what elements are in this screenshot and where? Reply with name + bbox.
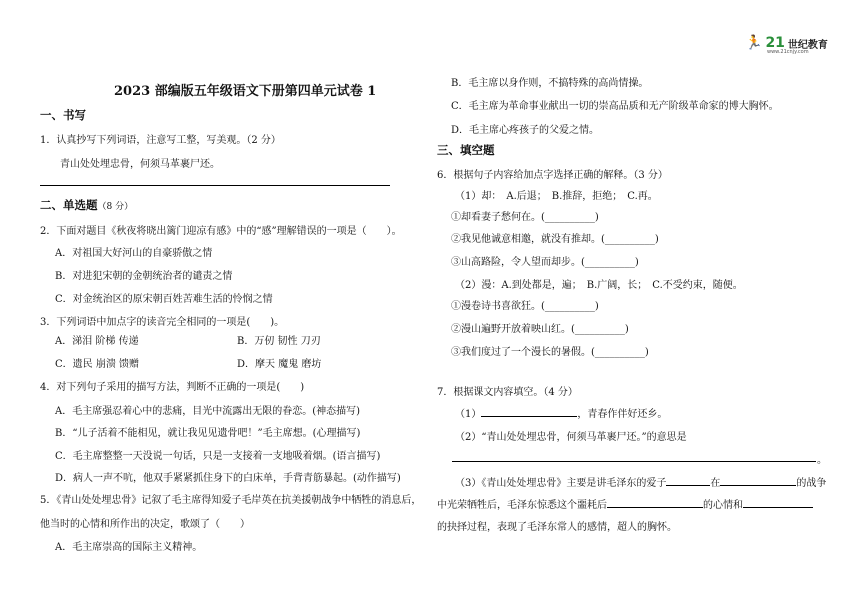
question-4: 4．对下列句子采用的描写方法，判断不正确的一项是( ) (40, 382, 305, 393)
q3-option-a: A．涕泪 阶梯 传递 (55, 336, 139, 347)
q7-item-1 (455, 405, 667, 420)
logo-text: 世纪教育 (787, 39, 828, 51)
q7-2-answer-line (452, 461, 816, 462)
q5-option-c: C．毛主席为革命事业献出一切的崇高品质和无产阶级革命家的博大胸怀。 (451, 101, 779, 112)
q7-3-blank-4[interactable] (743, 497, 813, 508)
q7-3-text-a: （3）《青山处处埋忠骨》主要是讲毛泽东的爱子 (455, 478, 667, 489)
logo (745, 35, 828, 55)
section-fill-blank: 三、填空题 (437, 143, 495, 157)
q6-2-item-2: ②漫山遍野开放着映山红。(__________) (451, 324, 629, 335)
q7-3-text-c: 的战争 (796, 478, 827, 489)
q7-item-2: （2）“青山处处埋忠骨，何须马革裹尸还。”的意思是 (455, 432, 687, 443)
q2-option-c: C．对金统治区的原宋朝百姓苦难生活的怜悯之情 (55, 294, 273, 305)
question-3: 3．下列词语中加点字的读音完全相同的一项是( )。 (40, 317, 285, 328)
q7-item-3-line-2 (437, 496, 813, 511)
section-writing: 一、书写 (40, 108, 86, 122)
q7-2-period: 。 (817, 455, 827, 466)
q6-2-item-1: ①漫卷诗书喜欲狂。(__________) (451, 301, 599, 312)
q7-3-text-d: 中光荣牺牲后，毛泽东惊悉这个噩耗后 (437, 500, 607, 511)
q4-option-b: B．“儿子活着不能相见，就让我见见遗骨吧！”毛主席想。(心理描写) (55, 428, 361, 439)
runner-logo-icon: 🏃 (745, 35, 763, 51)
question-7: 7．根据课文内容填空。（4 分） (437, 387, 578, 398)
q5-option-a: A．毛主席崇高的国际主义精神。 (55, 542, 203, 553)
logo-url: www.21cnjy.com (767, 49, 809, 55)
q7-1-suffix: ，青春作伴好还乡。 (577, 409, 668, 420)
q4-option-c: C．毛主席整整一天没说一句话，只是一支接着一支地吸着烟。(语言描写) (55, 451, 381, 462)
q5-option-b: B．毛主席以身作则，不搞特殊的高尚情操。 (451, 78, 649, 89)
q7-1-blank[interactable] (481, 406, 577, 417)
page-title: 2023 部编版五年级语文下册第四单元试卷 1 (114, 84, 377, 99)
q7-item-3-line-1 (455, 474, 826, 489)
question-5-line-1: 5．《青山处处埋忠骨》记叙了毛主席得知爱子毛岸英在抗美援朝战争中牺牲的消息后， (40, 495, 422, 506)
question-1-text: 青山处处埋忠骨，何须马革裹尸还。 (60, 159, 220, 170)
q6-1-item-3: ③山高路险，令人望而却步。(__________) (451, 257, 639, 268)
section-title: 二、单选题 (40, 198, 98, 212)
q3-option-d: D．摩天 魔鬼 磨坊 (237, 359, 322, 370)
q4-option-a: A．毛主席强忍着心中的悲痛，目光中流露出无限的眷恋。(神态描写) (55, 406, 361, 417)
q6-part-2: （2）漫：A.到处都是，遍； B.广阔，长； C.不受约束，随便。 (455, 280, 743, 291)
q6-1-item-2: ②我见他诚意相邀，就没有推却。(__________) (451, 234, 659, 245)
q6-2-item-3: ③我们度过了一个漫长的暑假。(__________) (451, 347, 649, 358)
question-1: 1．认真抄写下列词语，注意写工整，写美观。（2 分） (40, 135, 281, 146)
q7-3-text-b: 在 (710, 478, 721, 489)
question-2: 2．下面对题目《秋夜将晓出篱门迎凉有感》中的“感”理解错误的一项是（ ）。 (40, 226, 402, 237)
q6-part-1: （1）却： A.后退； B.推辞，拒绝； C.再。 (455, 191, 658, 202)
q7-3-text-e: 的心情和 (703, 500, 743, 511)
question-6: 6．根据句子内容给加点字选择正确的解释。（3 分） (437, 170, 668, 181)
q7-item-3-line-3: 的抉择过程，表现了毛泽东常人的感情，超人的胸怀。 (437, 522, 677, 533)
q2-option-b: B．对进犯宋朝的金朝统治者的谴责之情 (55, 271, 233, 282)
q7-3-blank-1[interactable] (666, 475, 710, 486)
section-points: （8 分） (97, 202, 134, 212)
q2-option-a: A．对祖国大好河山的自豪骄傲之情 (55, 248, 213, 259)
q7-1-prefix: （1） (455, 409, 482, 420)
writing-line (40, 185, 390, 186)
question-5-line-2: 他当时的心情和所作出的决定，歌颂了（ ） (40, 519, 250, 530)
q4-option-d: D．病人一声不吭，他双手紧紧抓住身下的白床单，手背青筋暴起。(动作描写) (55, 473, 401, 484)
q5-option-d: D．毛主席心疼孩子的父爱之情。 (451, 125, 600, 136)
q3-option-c: C．遗民 崩溃 馈赠 (55, 359, 140, 370)
q3-option-b: B．万仞 韧性 刀刃 (237, 336, 321, 347)
logo-mark: 21 (765, 35, 785, 51)
q7-3-blank-2[interactable] (720, 475, 796, 486)
section-single-choice (40, 197, 133, 213)
q6-1-item-1: ①却看妻子愁何在。(__________) (451, 212, 599, 223)
q7-3-blank-3[interactable] (607, 497, 703, 508)
